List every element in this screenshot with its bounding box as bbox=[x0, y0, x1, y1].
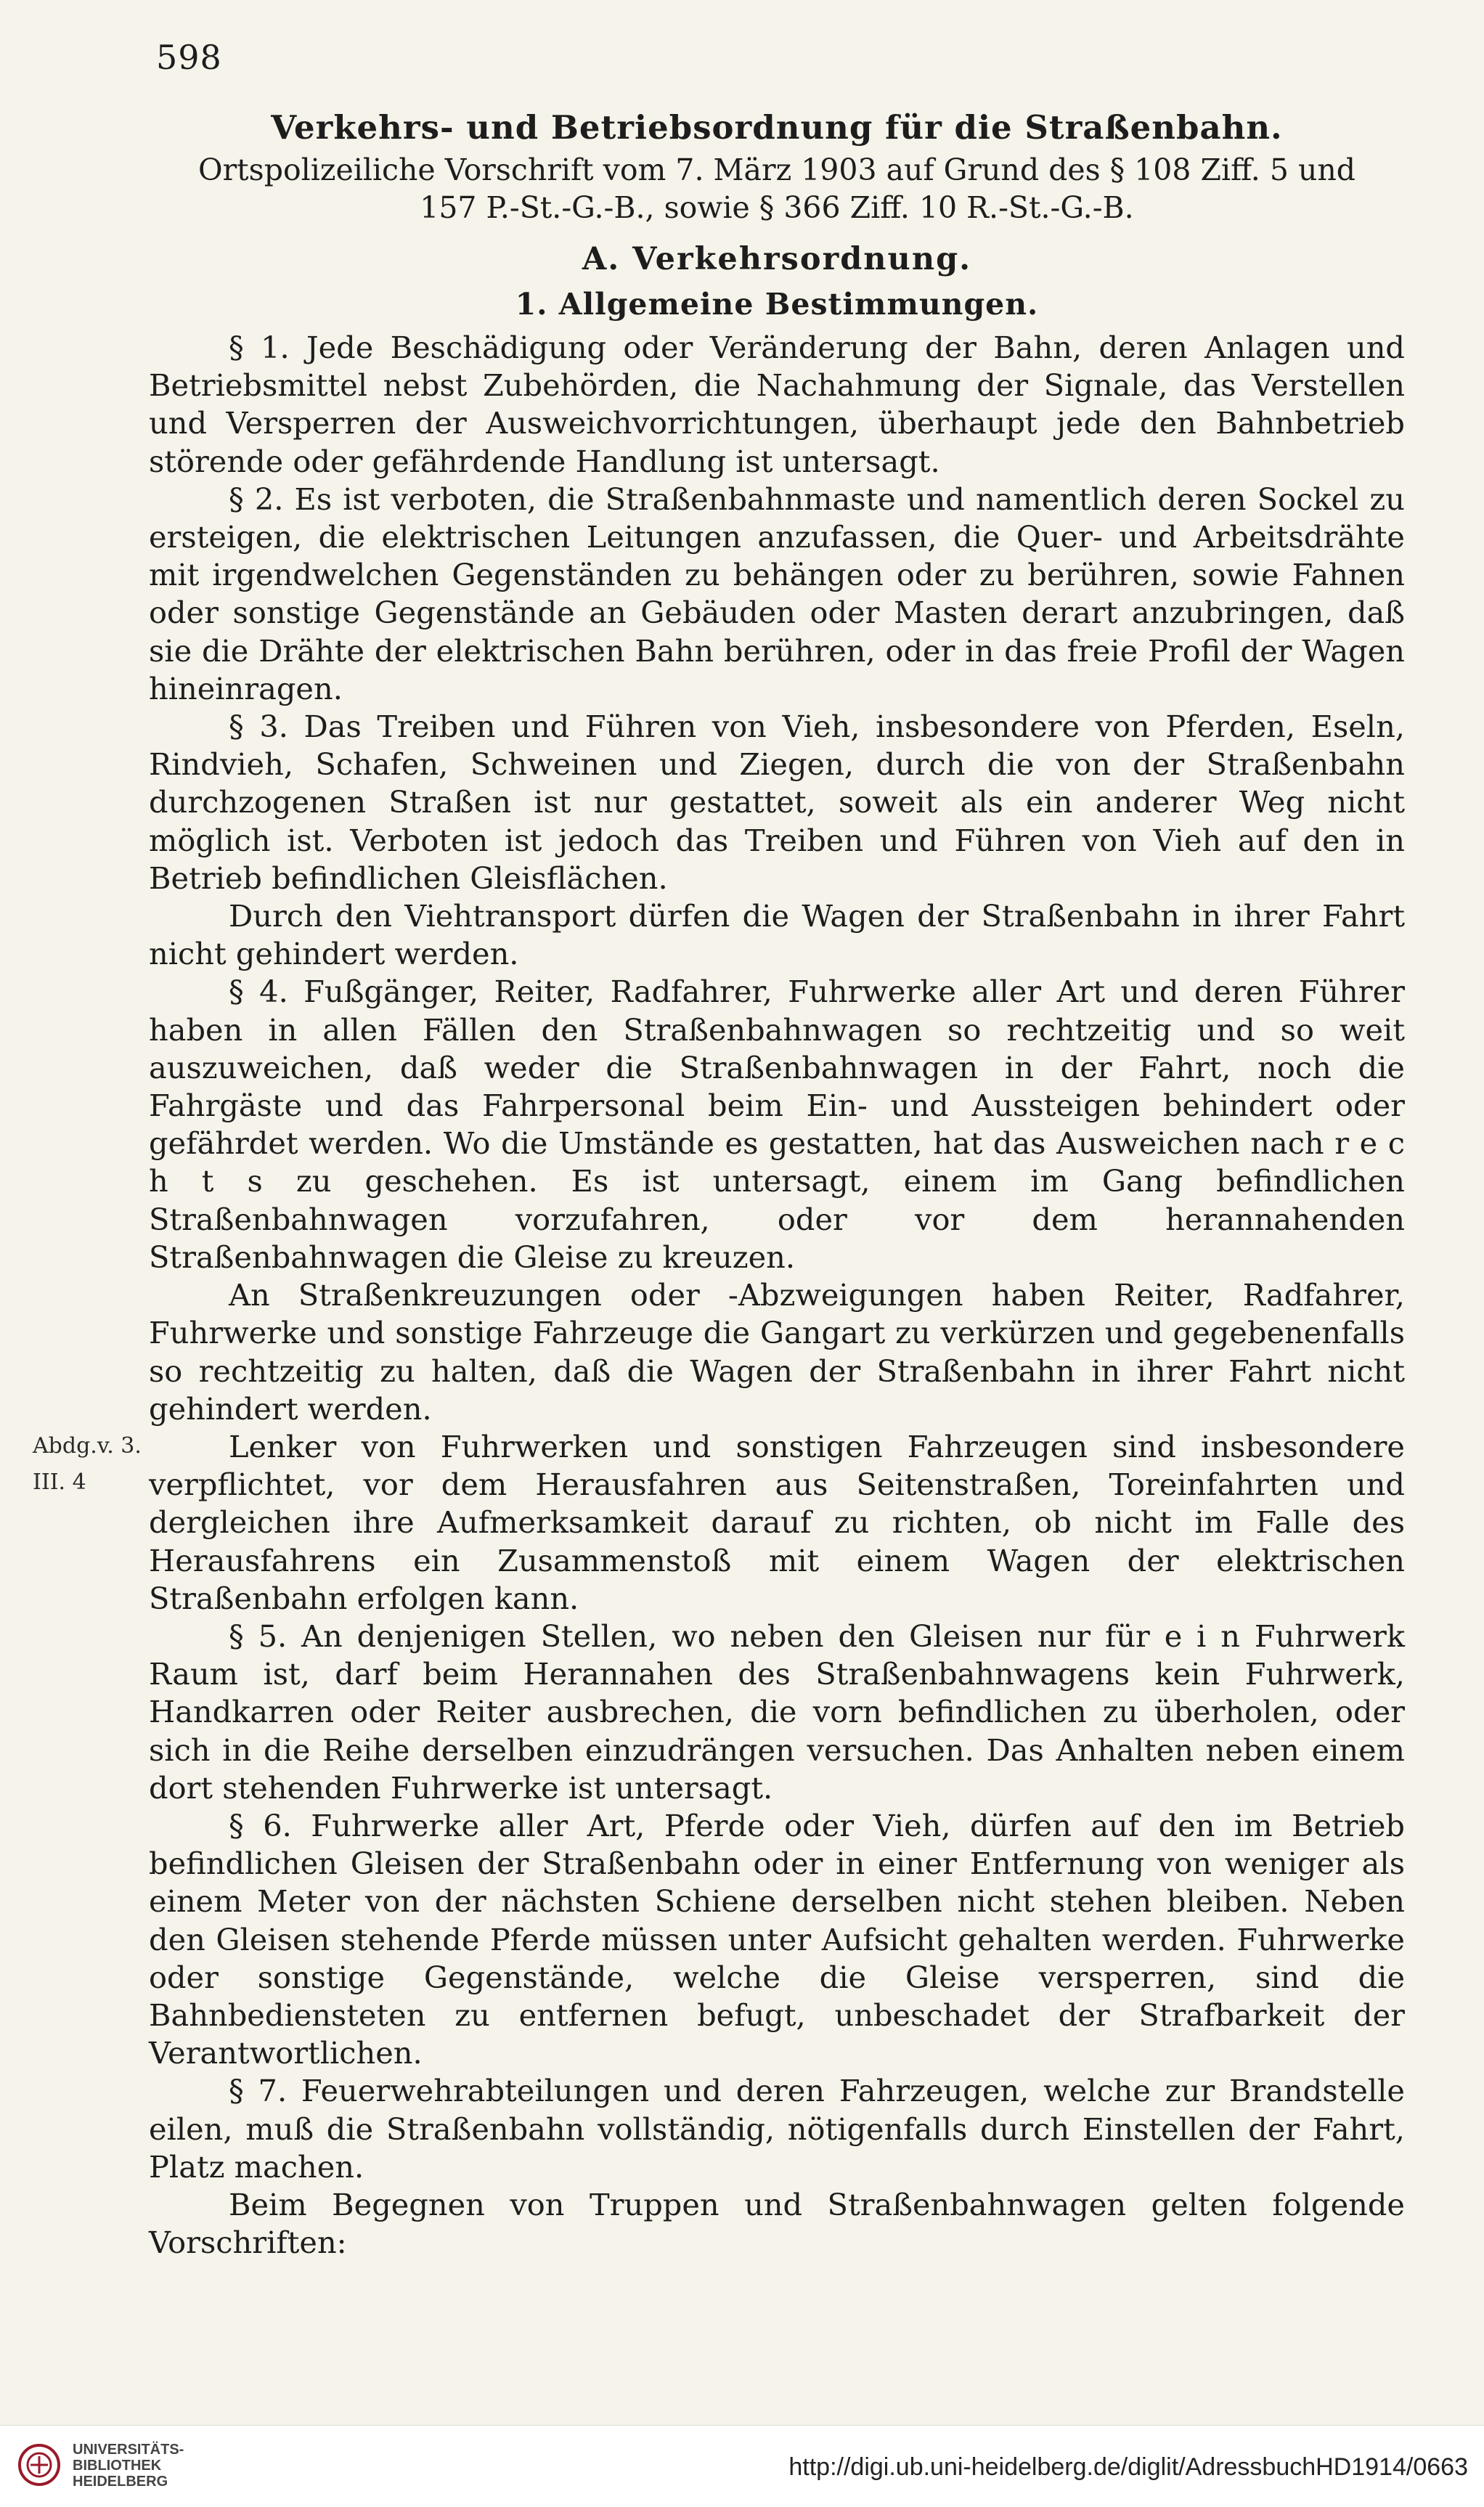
library-name-line-2: BIBLIOTHEK bbox=[73, 2458, 162, 2474]
paragraph-6: An Straßenkreuzungen oder -Abzweigungen haben Reiter, Radfahrer, Fuhrwerke und sonstige Fahrzeuge die Gangart zu verkürzen und gegebenenfalls so rechtzeitig zu halten, daß die Wagen der Straßenbahn in ihrer Fahrt nicht gehindert werden. bbox=[149, 1277, 1405, 1427]
library-name-line-3: HEIDELBERG bbox=[73, 2474, 168, 2490]
footer-bar bbox=[0, 2425, 1484, 2507]
document-title: Verkehrs- und Betriebsordnung für die Straßenbahn. bbox=[271, 108, 1283, 147]
paragraph-1: § 1. Jede Beschädigung oder Veränderung der Bahn, deren Anlagen und Betriebsmittel nebst Zubehörden, die Nachahmung der Signale, das Verstellen und Versperren der Ausweichvorrichtungen, überhaupt jede den Bahnbetrieb störende oder gefährdende Handlung ist untersagt. bbox=[149, 330, 1405, 479]
paragraph-4: Durch den Viehtransport dürfen die Wagen der Straßenbahn in ihrer Fahrt nicht gehindert werden. bbox=[149, 898, 1405, 972]
subsection-heading: 1. Allgemeine Bestimmungen. bbox=[515, 286, 1039, 322]
paragraph-5: § 4. Fußgänger, Reiter, Radfahrer, Fuhrwerke aller Art und deren Führer haben in allen Fällen den Straßenbahnwagen so rechtzeitig und so weit auszuweichen, daß weder die Straßenbahnwagen in der Fahrt, noch die Fahrgäste und das Fahrpersonal beim Ein- und Aussteigen behindert oder gefährdet werden. Wo die Umstände es gestatten, hat das Ausweichen nach r e c h t s zu geschehen. Es ist untersagt, einem im Gang befindlichen Straßenbahnwagen vorzufahren, oder vor dem herannahenden Straßenbahnwagen die Gleise zu kreuzen. bbox=[149, 974, 1405, 1275]
paragraph-9: § 6. Fuhrwerke aller Art, Pferde oder Vieh, dürfen auf den im Betrieb befindlichen Gleisen der Straßenbahn oder in einer Entfernung von weniger als einem Meter von der nächsten Schiene derselben nicht stehen bleiben. Neben den Gleisen stehende Pferde müssen unter Aufsicht gehalten werden. Fuhrwerke oder sonstige Gegenstände, welche die Gleise versperren, sind die Bahnbediensteten zu entfernen befugt, unbeschadet der Strafbarkeit der Verantwortlichen. bbox=[149, 1807, 1405, 2071]
paragraph-2: § 2. Es ist verboten, die Straßenbahnmaste und namentlich deren Sockel zu ersteigen, die elektrischen Leitungen anzufassen, die Quer- und Arbeitsdrähte mit irgendwelchen Gegenständen zu behängen oder zu berühren, sowie Fahnen oder sonstige Gegenstände an Gebäuden oder Masten derart anzubringen, daß sie die Drähte der elektrischen Bahn berühren, oder in das freie Profil der Wagen hineinragen. bbox=[149, 481, 1405, 706]
library-name bbox=[73, 2442, 184, 2490]
paragraph-7: Lenker von Fuhrwerken und sonstigen Fahrzeugen sind insbesondere verpflichtet, vor dem Herausfahren aus Seitenstraßen, Toreinfahrten und dergleichen ihre Aufmerksamkeit darauf zu richten, ob nicht im Falle des Herausfahrens ein Zusammenstoß mit einem Wagen der elektrischen Straßenbahn erfolgen kann. bbox=[149, 1428, 1405, 1616]
paragraph-8: § 5. An denjenigen Stellen, wo neben den Gleisen nur für e i n Fuhrwerk Raum ist, darf beim Herannahen des Straßenbahnwagens kein Fuhrwerk, Handkarren oder Reiter ausbrechen, die vorn befindlichen zu überholen, oder sich in die Reihe derselben einzudrängen versuchen. Das Anhalten neben einem dort stehenden Fuhrwerke ist untersagt. bbox=[149, 1618, 1405, 1806]
margin-note: Abdg.v. 3. III. 4 bbox=[33, 1432, 142, 1495]
library-name-line-1: UNIVERSITÄTS- bbox=[73, 2442, 184, 2458]
annotated-paragraph bbox=[33, 1428, 1405, 1618]
source-url-link[interactable]: http://digi.ub.uni-heidelberg.de/diglit/AdressbuchHD1914/0663 bbox=[788, 2453, 1468, 2481]
page-content bbox=[33, 108, 1405, 2262]
document-subtitle: Ortspolizeiliche Vorschrift vom 7. März 1903 auf Grund des § 108 Ziff. 5 und 157 P.-St.-G.-B., sowie § 366 Ziff. 10 R.-St.-G.-B. bbox=[197, 152, 1356, 226]
paragraph-11: Beim Begegnen von Truppen und Straßenbahnwagen gelten folgende Vorschriften: bbox=[149, 2186, 1405, 2261]
university-library-logo-icon bbox=[17, 2443, 61, 2487]
paragraph-10: § 7. Feuerwehrabteilungen und deren Fahrzeugen, welche zur Brandstelle eilen, muß die Straßenbahn vollständig, nötigenfalls durch Einstellen der Fahrt, Platz machen. bbox=[149, 2073, 1405, 2185]
page-number: 598 bbox=[156, 38, 222, 77]
paragraph-3: § 3. Das Treiben und Führen von Vieh, insbesondere von Pferden, Eseln, Rindvieh, Schafen, Schweinen und Ziegen, durch die von der Straßenbahn durchzogenen Straßen ist nur gestattet, soweit als ein anderer Weg nicht möglich ist. Verboten ist jedoch das Treiben und Führen von Vieh auf den in Betrieb befindlichen Gleisflächen. bbox=[149, 709, 1405, 896]
section-heading: A. Verkehrsordnung. bbox=[582, 240, 972, 277]
